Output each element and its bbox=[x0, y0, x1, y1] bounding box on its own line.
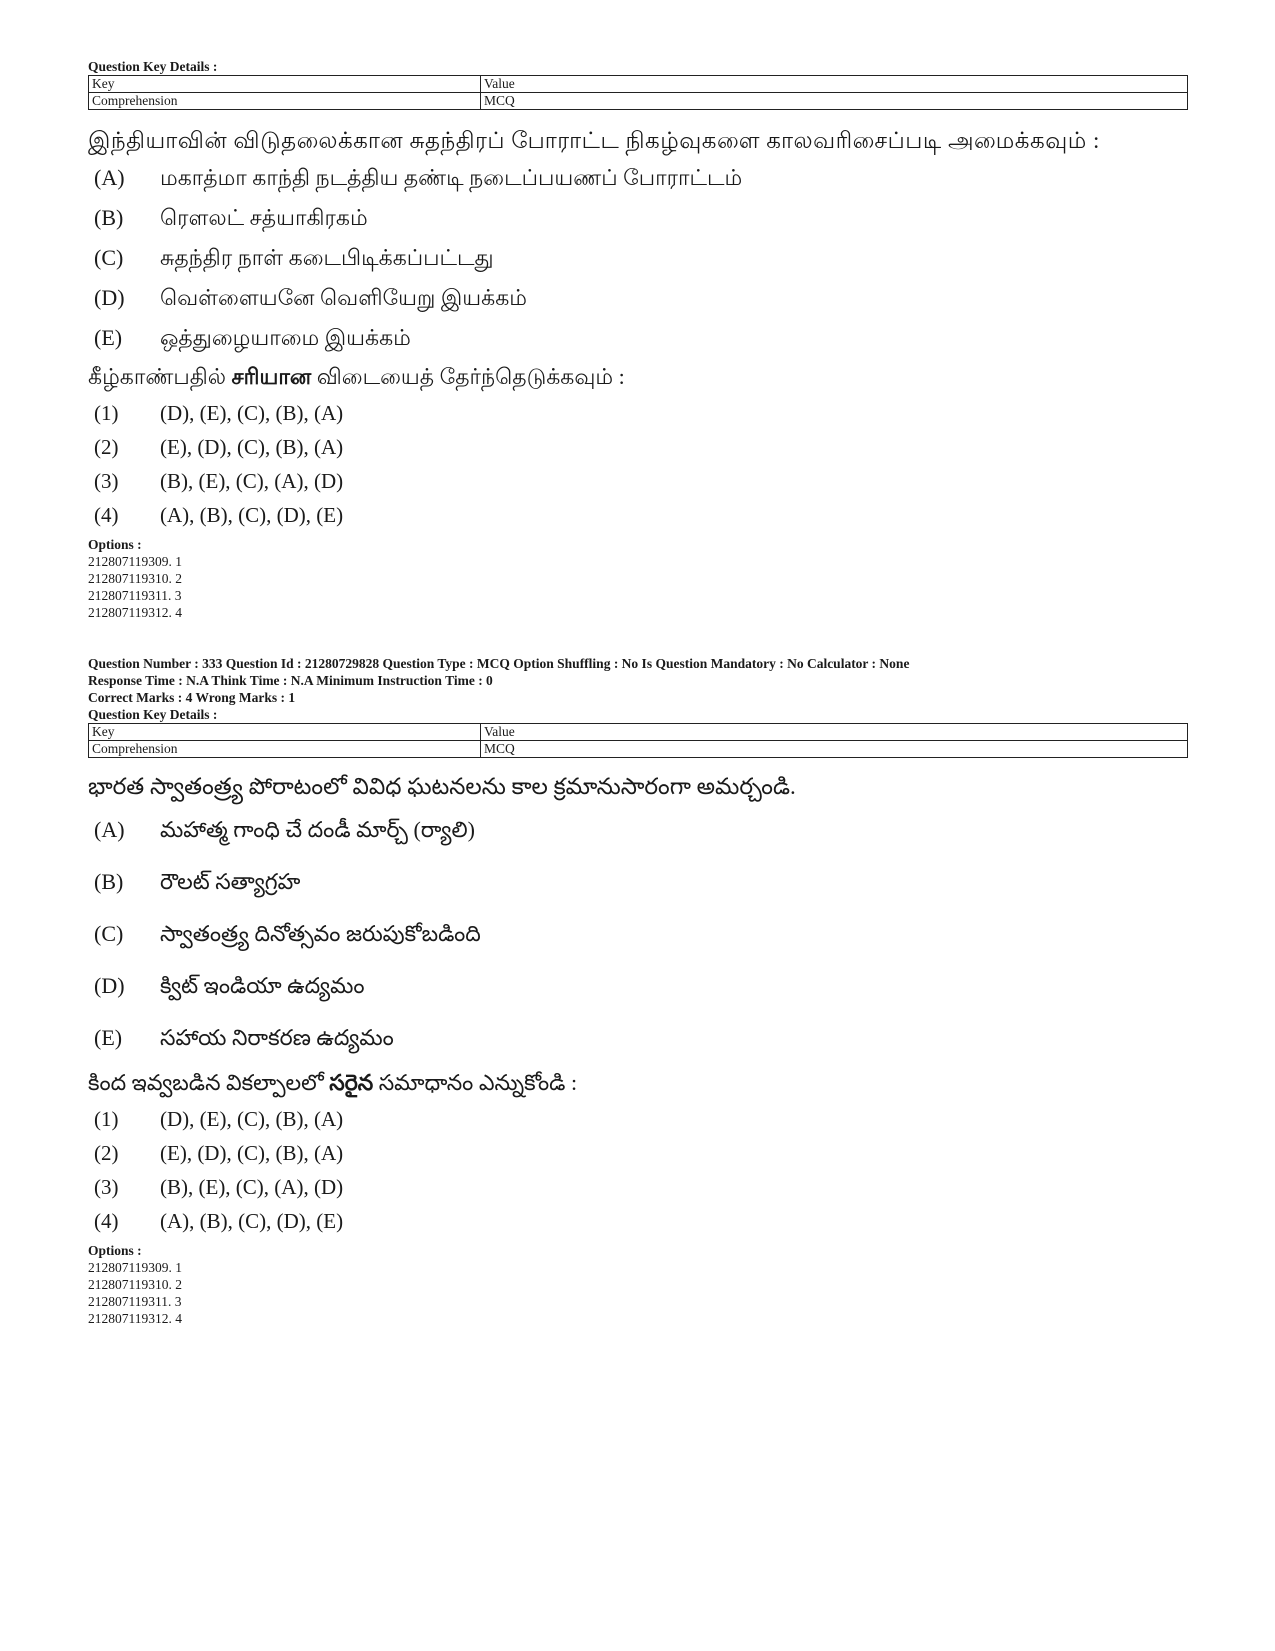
list-item bbox=[88, 318, 1188, 358]
answer-label: (1) bbox=[94, 401, 119, 425]
instruction-pre: కింద ఇవ్వబడిన వికల్పాలలో bbox=[88, 1070, 330, 1095]
question-block-tamil bbox=[88, 58, 1188, 621]
list-item bbox=[88, 238, 1188, 278]
question-block-telugu bbox=[88, 655, 1188, 1327]
table-cell-key: Key bbox=[89, 76, 481, 93]
key-value-table bbox=[88, 75, 1188, 110]
answer-item bbox=[88, 1136, 1188, 1170]
answer-text: (E), (D), (C), (B), (A) bbox=[160, 435, 344, 459]
table-cell-mcq: MCQ bbox=[481, 741, 1188, 758]
item-text: சுதந்திர நாள் கடைபிடிக்கப்பட்டது bbox=[160, 245, 494, 270]
item-label: (E) bbox=[94, 325, 123, 350]
table-row bbox=[89, 93, 1188, 110]
item-label: (A) bbox=[94, 165, 125, 190]
list-item bbox=[88, 960, 1188, 1012]
answer-label: (4) bbox=[94, 503, 119, 527]
answer-text: (B), (E), (C), (A), (D) bbox=[160, 469, 344, 493]
option-id: 212807119309. 1 bbox=[88, 1260, 182, 1275]
table-header-row bbox=[89, 76, 1188, 93]
options-block bbox=[88, 1242, 1188, 1327]
list-item bbox=[88, 908, 1188, 960]
answer-item bbox=[88, 1170, 1188, 1204]
key-details-label: Question Key Details : bbox=[88, 707, 218, 722]
question-meta-line: Question Number : 333 Question Id : 21280729828 Question Type : MCQ Option Shuffling : No Is Question Mandatory : No Calculator : None bbox=[88, 656, 910, 671]
answer-text: (D), (E), (C), (B), (A) bbox=[160, 1107, 344, 1131]
table-cell-mcq: MCQ bbox=[481, 93, 1188, 110]
instruction-post: సమాధానం ఎన్నుకోండి : bbox=[373, 1070, 578, 1095]
answer-text: (B), (E), (C), (A), (D) bbox=[160, 1175, 344, 1199]
list-item bbox=[88, 856, 1188, 908]
item-text: స్వాతంత్ర్య దినోత్సవం జరుపుకోబడింది bbox=[160, 921, 481, 946]
item-label: (B) bbox=[94, 205, 124, 230]
instruction-post: விடையைத் தேர்ந்தெடுக்கவும் : bbox=[311, 364, 625, 389]
answer-item bbox=[88, 498, 1188, 532]
item-text: మహాత్మ గాంధి చే దండీ మార్చ్ (ర్యాలి) bbox=[160, 817, 475, 842]
question-text: இந்தியாவின் விடுதலைக்கான சுதந்திரப் போராட்ட நிகழ்வுகளை காலவரிசைப்படி அமைக்கவும் : bbox=[88, 128, 1100, 153]
instruction-pre: கீழ்காண்பதில் bbox=[88, 364, 232, 389]
option-id: 212807119311. 3 bbox=[88, 1294, 182, 1309]
key-value-table bbox=[88, 723, 1188, 758]
item-text: సహాయ నిరాకరణ ఉద్యమం bbox=[160, 1025, 394, 1050]
answer-label: (3) bbox=[94, 1175, 119, 1199]
option-id: 212807119312. 4 bbox=[88, 605, 182, 620]
list-item bbox=[88, 198, 1188, 238]
option-id: 212807119309. 1 bbox=[88, 554, 182, 569]
marks-line: Correct Marks : 4 Wrong Marks : 1 bbox=[88, 690, 296, 705]
table-cell-value: Value bbox=[481, 724, 1188, 741]
item-text: மகாத்மா காந்தி நடத்திய தண்டி நடைப்பயணப் போராட்டம் bbox=[160, 165, 743, 190]
item-label: (E) bbox=[94, 1025, 123, 1050]
item-label: (C) bbox=[94, 245, 124, 270]
table-cell-key: Key bbox=[89, 724, 481, 741]
instruction-bold: సరైన bbox=[329, 1070, 374, 1095]
list-item bbox=[88, 278, 1188, 318]
answer-item bbox=[88, 430, 1188, 464]
option-id: 212807119311. 3 bbox=[88, 588, 182, 603]
option-id: 212807119312. 4 bbox=[88, 1311, 182, 1326]
answer-item bbox=[88, 396, 1188, 430]
answer-item bbox=[88, 1204, 1188, 1238]
answer-item bbox=[88, 1102, 1188, 1136]
options-label: Options : bbox=[88, 537, 142, 552]
answer-list bbox=[88, 396, 1188, 532]
item-label: (D) bbox=[94, 285, 125, 310]
event-list bbox=[88, 158, 1188, 358]
item-label: (A) bbox=[94, 817, 125, 842]
item-text: ஒத்துழையாமை இயக்கம் bbox=[160, 325, 411, 350]
instruction-text bbox=[88, 1064, 1188, 1102]
list-item bbox=[88, 158, 1188, 198]
item-text: வெள்ளையனே வெளியேறு இயக்கம் bbox=[160, 285, 527, 310]
answer-text: (E), (D), (C), (B), (A) bbox=[160, 1141, 344, 1165]
answer-label: (3) bbox=[94, 469, 119, 493]
key-details-label: Question Key Details : bbox=[88, 59, 218, 74]
table-cell-comprehension: Comprehension bbox=[89, 741, 481, 758]
option-id: 212807119310. 2 bbox=[88, 571, 182, 586]
question-page bbox=[88, 58, 1188, 1327]
answer-label: (2) bbox=[94, 435, 119, 459]
item-text: ரௌலட் சத்யாகிரகம் bbox=[160, 205, 368, 230]
options-label: Options : bbox=[88, 1243, 142, 1258]
table-row bbox=[89, 741, 1188, 758]
item-label: (C) bbox=[94, 921, 124, 946]
instruction-bold: சரியான bbox=[231, 364, 312, 389]
item-label: (B) bbox=[94, 869, 124, 894]
list-item bbox=[88, 804, 1188, 856]
answer-list bbox=[88, 1102, 1188, 1238]
answer-text: (D), (E), (C), (B), (A) bbox=[160, 401, 344, 425]
list-item bbox=[88, 1012, 1188, 1064]
question-text: భారత స్వాతంత్ర్య పోరాటంలో వివిధ ఘటనలను కాల క్రమానుసారంగా అమర్చండి. bbox=[88, 774, 796, 799]
answer-label: (1) bbox=[94, 1107, 119, 1131]
table-header-row bbox=[89, 724, 1188, 741]
item-text: క్విట్ ఇండియా ఉద్యమం bbox=[160, 973, 365, 998]
question-meta-line: Response Time : N.A Think Time : N.A Minimum Instruction Time : 0 bbox=[88, 673, 493, 688]
item-text: రౌలట్ సత్యాగ్రహ bbox=[160, 869, 301, 894]
option-id: 212807119310. 2 bbox=[88, 1277, 182, 1292]
answer-label: (2) bbox=[94, 1141, 119, 1165]
answer-item bbox=[88, 464, 1188, 498]
table-cell-comprehension: Comprehension bbox=[89, 93, 481, 110]
instruction-text bbox=[88, 358, 1188, 396]
answer-text: (A), (B), (C), (D), (E) bbox=[160, 503, 344, 527]
item-label: (D) bbox=[94, 973, 125, 998]
table-cell-value: Value bbox=[481, 76, 1188, 93]
event-list bbox=[88, 804, 1188, 1064]
answer-label: (4) bbox=[94, 1209, 119, 1233]
answer-text: (A), (B), (C), (D), (E) bbox=[160, 1209, 344, 1233]
options-block bbox=[88, 536, 1188, 621]
